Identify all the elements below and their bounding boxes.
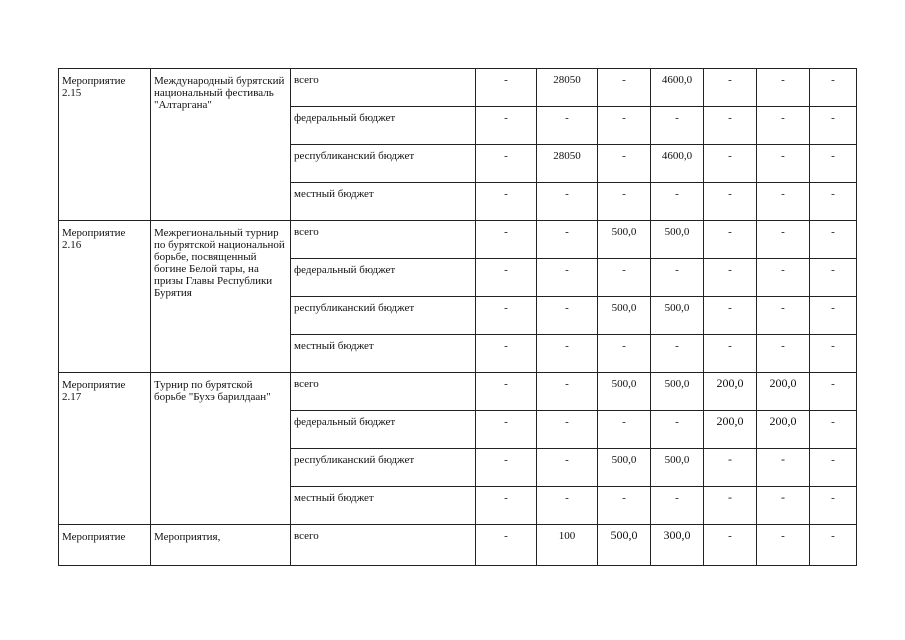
value-cell: - [704, 221, 757, 259]
value-cell: - [810, 335, 857, 373]
value-cell: 200,0 [704, 411, 757, 449]
value-cell: - [757, 449, 810, 487]
value-cell: - [810, 183, 857, 221]
table-row [59, 221, 857, 259]
value-cell: - [810, 411, 857, 449]
value-cell: - [810, 373, 857, 411]
value-cell: 500,0 [598, 221, 651, 259]
table-row [59, 373, 857, 411]
value-cell: 500,0 [598, 297, 651, 335]
value-cell: - [757, 221, 810, 259]
value-cell: - [476, 259, 537, 297]
value-cell: - [537, 487, 598, 525]
funding-source-cell: федеральный бюджет [291, 259, 476, 297]
value-cell: - [810, 145, 857, 183]
value-cell: - [537, 221, 598, 259]
funding-source-cell: всего [291, 69, 476, 107]
value-cell: - [537, 297, 598, 335]
value-cell: - [757, 259, 810, 297]
value-cell: - [651, 487, 704, 525]
value-cell: - [537, 411, 598, 449]
value-cell: - [704, 145, 757, 183]
value-cell: - [810, 221, 857, 259]
table-row [59, 525, 857, 566]
funding-source-cell: федеральный бюджет [291, 411, 476, 449]
measure-id-cell: Мероприятие [59, 525, 151, 566]
funding-source-cell: республиканский бюджет [291, 449, 476, 487]
value-cell: 200,0 [704, 373, 757, 411]
measure-name-cell: Турнир по бурятской борьбе "Бухэ барилдаан" [151, 373, 291, 525]
value-cell: - [704, 487, 757, 525]
value-cell: - [704, 69, 757, 107]
value-cell: 28050 [537, 69, 598, 107]
budget-table [58, 68, 857, 566]
value-cell: - [598, 107, 651, 145]
funding-source-cell: местный бюджет [291, 335, 476, 373]
value-cell: - [537, 449, 598, 487]
value-cell: 100 [537, 525, 598, 566]
funding-source-cell: всего [291, 373, 476, 411]
value-cell: - [757, 487, 810, 525]
value-cell: - [757, 69, 810, 107]
value-cell: - [757, 335, 810, 373]
value-cell: 4600,0 [651, 145, 704, 183]
value-cell: - [476, 411, 537, 449]
value-cell: 500,0 [651, 221, 704, 259]
value-cell: - [757, 183, 810, 221]
value-cell: - [476, 335, 537, 373]
value-cell: - [757, 107, 810, 145]
value-cell: - [598, 411, 651, 449]
value-cell: - [704, 259, 757, 297]
value-cell: - [476, 373, 537, 411]
value-cell: 500,0 [651, 373, 704, 411]
value-cell: - [704, 525, 757, 566]
value-cell: - [537, 335, 598, 373]
value-cell: - [651, 183, 704, 221]
funding-source-cell: местный бюджет [291, 487, 476, 525]
value-cell: - [476, 145, 537, 183]
value-cell: - [810, 107, 857, 145]
table-row [59, 69, 857, 107]
value-cell: - [476, 449, 537, 487]
value-cell: - [476, 69, 537, 107]
value-cell: 28050 [537, 145, 598, 183]
value-cell: - [757, 297, 810, 335]
value-cell: 200,0 [757, 411, 810, 449]
value-cell: - [476, 183, 537, 221]
funding-source-cell: республиканский бюджет [291, 145, 476, 183]
measure-name-cell: Мероприятия, [151, 525, 291, 566]
value-cell: - [476, 487, 537, 525]
value-cell: - [810, 449, 857, 487]
measure-name-cell: Межрегиональный турнир по бурятской национальной борьбе, посвященный богине Белой тары, на призы Главы Республики Бурятия [151, 221, 291, 373]
funding-source-cell: всего [291, 525, 476, 566]
value-cell: - [651, 107, 704, 145]
value-cell: - [810, 525, 857, 566]
value-cell: 500,0 [651, 297, 704, 335]
value-cell: 500,0 [598, 373, 651, 411]
value-cell: - [757, 145, 810, 183]
value-cell: - [651, 411, 704, 449]
value-cell: - [810, 69, 857, 107]
value-cell: - [537, 183, 598, 221]
value-cell: 500,0 [598, 525, 651, 566]
value-cell: - [704, 183, 757, 221]
funding-source-cell: местный бюджет [291, 183, 476, 221]
value-cell: - [476, 525, 537, 566]
value-cell: - [476, 297, 537, 335]
measure-id-cell: Мероприятие 2.15 [59, 69, 151, 221]
value-cell: - [537, 107, 598, 145]
value-cell: - [810, 487, 857, 525]
value-cell: 500,0 [598, 449, 651, 487]
measure-id-cell: Мероприятие 2.17 [59, 373, 151, 525]
measure-id-cell: Мероприятие 2.16 [59, 221, 151, 373]
value-cell: - [598, 145, 651, 183]
value-cell: - [810, 297, 857, 335]
funding-source-cell: республиканский бюджет [291, 297, 476, 335]
budget-table-body [59, 69, 857, 566]
value-cell: - [537, 259, 598, 297]
value-cell: - [704, 107, 757, 145]
value-cell: - [704, 297, 757, 335]
value-cell: 200,0 [757, 373, 810, 411]
value-cell: 4600,0 [651, 69, 704, 107]
value-cell: - [598, 69, 651, 107]
value-cell: 500,0 [651, 449, 704, 487]
value-cell: - [598, 259, 651, 297]
funding-source-cell: федеральный бюджет [291, 107, 476, 145]
value-cell: - [598, 183, 651, 221]
value-cell: - [757, 525, 810, 566]
value-cell: - [651, 335, 704, 373]
value-cell: - [704, 335, 757, 373]
value-cell: - [704, 449, 757, 487]
value-cell: - [537, 373, 598, 411]
funding-source-cell: всего [291, 221, 476, 259]
value-cell: - [651, 259, 704, 297]
value-cell: - [598, 335, 651, 373]
value-cell: - [810, 259, 857, 297]
value-cell: 300,0 [651, 525, 704, 566]
measure-name-cell: Международный бурятский национальный фестиваль "Алтаргана" [151, 69, 291, 221]
value-cell: - [598, 487, 651, 525]
value-cell: - [476, 107, 537, 145]
value-cell: - [476, 221, 537, 259]
